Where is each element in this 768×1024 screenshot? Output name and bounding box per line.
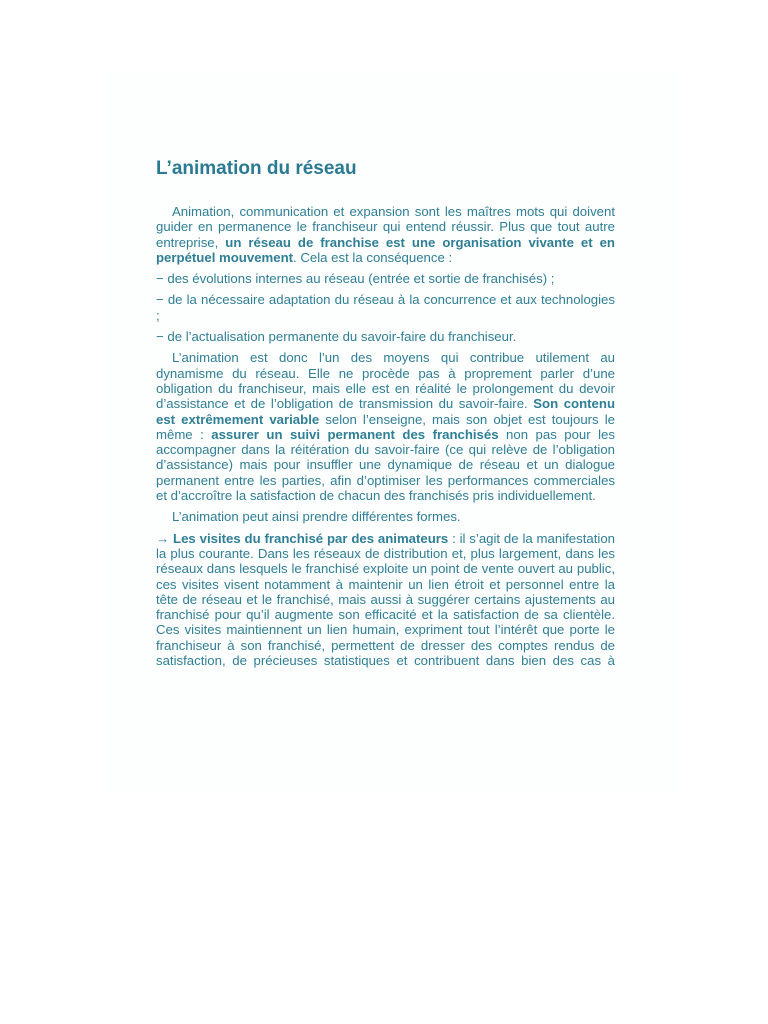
paragraph-visits-emphasis: Les visites du franchisé par des animateurs <box>173 530 449 546</box>
list-item: − des évolutions internes au réseau (entrée et sortie de franchisés) ; <box>156 271 555 287</box>
paragraph-animation-text-2: selon l’enseigne, mais son objet est toujours le même : <box>156 411 615 442</box>
paragraph-visits <box>156 531 615 669</box>
paragraph-intro <box>156 204 615 265</box>
paragraph-intro-end: . Cela est la conséquence : <box>293 249 453 265</box>
paragraph-animation <box>156 350 615 503</box>
paragraph-animation-text: L’animation est donc l’un des moyens qui contribue utilement au dynamisme du réseau. Elle ne procède pas à proprement parler d’une obligation du franchiseur, mais elle est en réalité le prolongement du devoir d’assistance et de l’obligation de transmission du savoir-faire. <box>156 350 615 412</box>
list-item: − de l’actualisation permanente du savoir-faire du franchiseur. <box>156 329 517 345</box>
document-body <box>156 156 615 668</box>
paragraph-intro-emphasis: un réseau de franchise est une organisation vivante et en perpétuel mouvement <box>156 234 615 265</box>
paragraph-animation-text-3: non pas pour les accompagner dans la réitération du savoir-faire (ce qui relève de l’obligation d’assistance) mais pour insuffler une dynamique de réseau et un dialogue permanent entre les parties, afin d’optimiser les performances commerciales et d’accroître la satisfaction de chacun des franchisés pris individuellement. <box>156 426 615 504</box>
paragraph-visits-text: : il s’agit de la manifestation la plus courante. Dans les réseaux de distribution et, plus largement, dans les réseaux dans lesquels le franchisé exploite un point de vente ouvert au public, ces visites visent notamment à maintenir un lien étroit et personnel entre la tête de réseau et le franchisé, mais aussi à suggérer certains ajustements au franchisé pour qu’il augmente son efficacité et la satisfaction de sa clientèle. Ces visites maintiennent un lien humain, expriment tout l’intérêt que porte le franchiseur à son franchisé, permettent de dresser des comptes rendus de satisfaction, de précieuses statistiques et contribuent dans bien des cas à <box>156 530 615 669</box>
list-item: − de la nécessaire adaptation du réseau à la concurrence et aux technologies ; <box>156 292 615 323</box>
paragraph-intro-text: Animation, communication et expansion sont les maîtres mots qui doivent guider en permanence le franchiseur qui entend réussir. Plus que tout autre entreprise, <box>156 204 615 250</box>
section-title: L’animation du réseau <box>156 158 357 179</box>
paragraph-animation-emphasis-2: assurer un suivi permanent des franchisés <box>211 426 499 442</box>
paragraph-animation-emphasis-1: Son contenu est extrêmement variable <box>156 396 615 427</box>
arrow-icon: → <box>156 530 174 546</box>
paragraph-forms: L’animation peut ainsi prendre différentes formes. <box>172 509 461 525</box>
